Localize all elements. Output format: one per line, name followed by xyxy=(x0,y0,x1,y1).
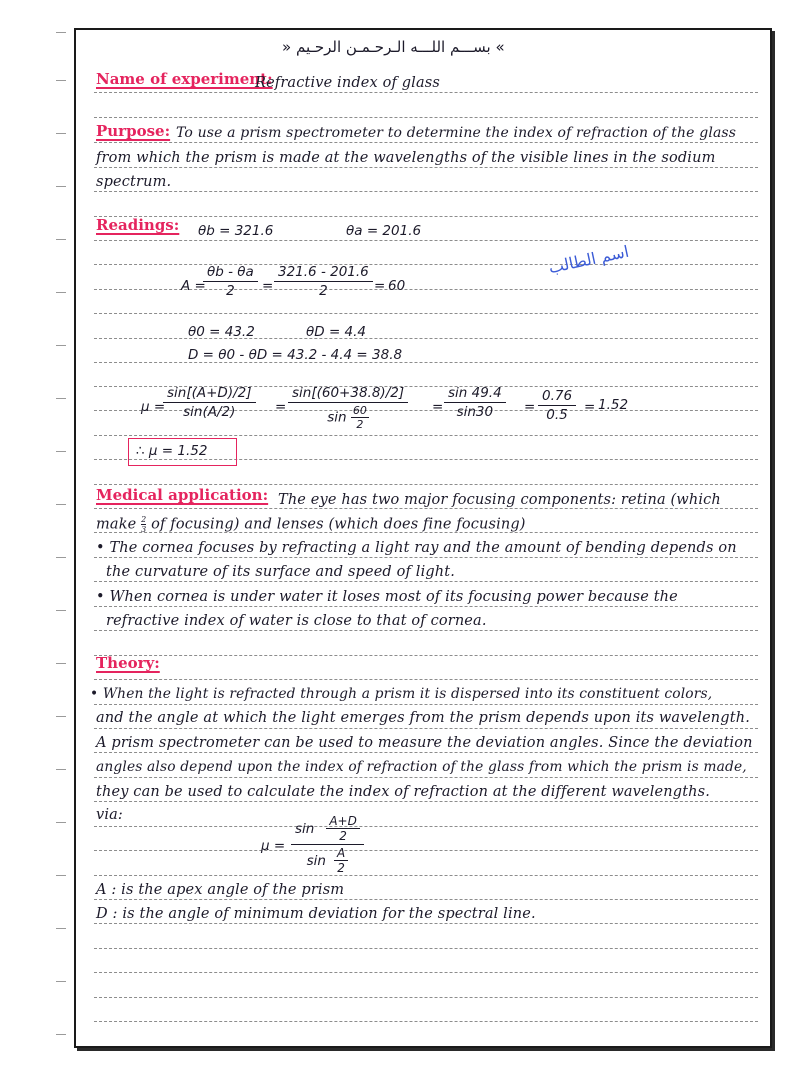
A-equals-2: = xyxy=(374,278,386,294)
theory-num-top: A+D xyxy=(326,814,360,829)
mu-equals-3: = xyxy=(524,399,536,415)
purpose-line-3: spectrum. xyxy=(96,174,172,190)
mu-denominator-2-den: 2 xyxy=(356,418,364,431)
theory-line-2: and the angle at which the light emerges from the prism depends upon its wavelength. xyxy=(96,710,750,726)
A-lhs: A = xyxy=(181,278,206,294)
A-numerator-2: 321.6 - 201.6 xyxy=(274,264,373,282)
theory-den-sin: sin xyxy=(306,852,326,869)
medical-bullet-1-line-1: • The cornea focuses by refracting a light ray and the amount of bending depends on xyxy=(96,540,737,556)
theory-line-6: via: xyxy=(96,807,123,823)
theory-num-fraction xyxy=(326,814,360,843)
mu-denominator-4: 0.5 xyxy=(546,407,568,423)
theta-0-reading: θ0 = 43.2 xyxy=(188,324,255,340)
A-denominator-2: 2 xyxy=(319,283,328,299)
medical-line-2 xyxy=(96,515,526,534)
two-thirds-fraction xyxy=(141,515,146,534)
final-result: ∴ μ = 1.52 xyxy=(136,443,208,459)
mu-numerator-2: sin[(60+38.8)/2] xyxy=(288,385,408,403)
experiment-value: Refractive index of glass xyxy=(255,75,440,91)
quote-open: » xyxy=(282,38,292,56)
mu-denominator-2-sin: sin xyxy=(327,409,347,426)
mu-denominator-2-num: 60 xyxy=(352,404,367,417)
A-equals-1: = xyxy=(262,278,274,294)
A-result: 60 xyxy=(388,278,406,294)
theory-num-bottom: 2 xyxy=(339,829,347,843)
mu-numerator-3: sin 49.4 xyxy=(444,385,506,403)
mu-denominator-1: sin(A/2) xyxy=(183,404,236,420)
medical-intro: The eye has two major focusing components: retina (which xyxy=(278,492,721,508)
mu-denominator-3: sin30 xyxy=(456,404,494,420)
mu-fraction-4 xyxy=(538,388,576,423)
purpose-label: Purpose: xyxy=(96,122,171,140)
D-calculation: D = θ0 - θD = 43.2 - 4.4 = 38.8 xyxy=(188,347,403,363)
theory-def-D: D : is the angle of minimum deviation for the spectral line. xyxy=(96,906,536,922)
A-denominator-1: 2 xyxy=(226,283,235,299)
medical-line-2-pre: make xyxy=(96,516,137,533)
bismillah-text: بســـم اللـــه الـرحـمـن الرحـيم xyxy=(295,38,491,56)
mu-fraction-2 xyxy=(288,385,408,431)
medical-label: Medical application: xyxy=(96,486,269,504)
theory-line-4: angles also depend upon the index of refraction of the glass from which the prism is made, xyxy=(96,759,747,775)
mu-denominator-2-fraction xyxy=(351,404,369,431)
theory-num-sin: sin xyxy=(295,820,315,837)
mu-equals-1: = xyxy=(275,399,287,415)
theory-line-5: they can be used to calculate the index of refraction at the different wavelengths. xyxy=(96,784,711,800)
mu-result: 1.52 xyxy=(598,397,629,413)
theory-mu-lhs: μ = xyxy=(261,838,286,854)
theory-fraction xyxy=(291,814,364,875)
medical-bullet-2-line-1: • When cornea is under water it loses most of its focusing power because the xyxy=(96,589,678,605)
two-thirds-num: 2 xyxy=(141,515,147,524)
theory-line-1: • When the light is refracted through a prism it is dispersed into its constituent colors, xyxy=(90,686,713,702)
purpose-line-1: To use a prism spectrometer to determine the index of refraction of the glass xyxy=(176,125,737,141)
mu-equals-2: = xyxy=(432,399,444,415)
theory-label: Theory: xyxy=(96,654,160,672)
mu-numerator-1: sin[(A+D)/2] xyxy=(163,385,256,403)
theta-D-reading: θD = 4.4 xyxy=(306,324,367,340)
medical-bullet-2-line-2: refractive index of water is close to that of cornea. xyxy=(106,613,487,629)
mu-lhs: μ = xyxy=(141,399,166,415)
mu-fraction-3 xyxy=(444,385,506,420)
readings-label: Readings: xyxy=(96,216,180,234)
quote-close: « xyxy=(495,38,505,56)
A-fraction-1 xyxy=(203,264,258,299)
two-thirds-den: 3 xyxy=(141,525,147,534)
mu-numerator-4: 0.76 xyxy=(538,388,576,406)
mu-fraction-1 xyxy=(163,385,256,420)
mu-denominator-2 xyxy=(323,403,373,431)
theta-b-reading: θb = 321.6 xyxy=(198,223,274,239)
bismillah-header xyxy=(282,38,505,56)
theory-line-3: A prism spectrometer can be used to measure the deviation angles. Since the deviation xyxy=(96,735,753,751)
handwritten-annotation: اسم الطالب xyxy=(546,241,631,278)
theory-def-A: A : is the apex angle of the prism xyxy=(96,882,345,898)
theory-fraction-numerator xyxy=(291,814,364,845)
experiment-label: Name of experiment: xyxy=(96,70,273,88)
purpose-line-2: from which the prism is made at the wavelengths of the visible lines in the sodium xyxy=(96,150,716,166)
theory-den-top: A xyxy=(334,846,348,861)
A-fraction-2 xyxy=(274,264,373,299)
theory-den-fraction xyxy=(334,846,348,875)
A-numerator-1: θb - θa xyxy=(203,264,258,282)
medical-bullet-1-line-2: the curvature of its surface and speed of light. xyxy=(106,564,456,580)
theory-fraction-denominator xyxy=(303,845,353,875)
theory-den-bottom: 2 xyxy=(337,861,345,875)
theta-a-reading: θa = 201.6 xyxy=(346,223,422,239)
medical-line-2-post: of focusing) and lenses (which does fine focusing) xyxy=(151,516,526,533)
mu-equals-4: = xyxy=(584,399,596,415)
